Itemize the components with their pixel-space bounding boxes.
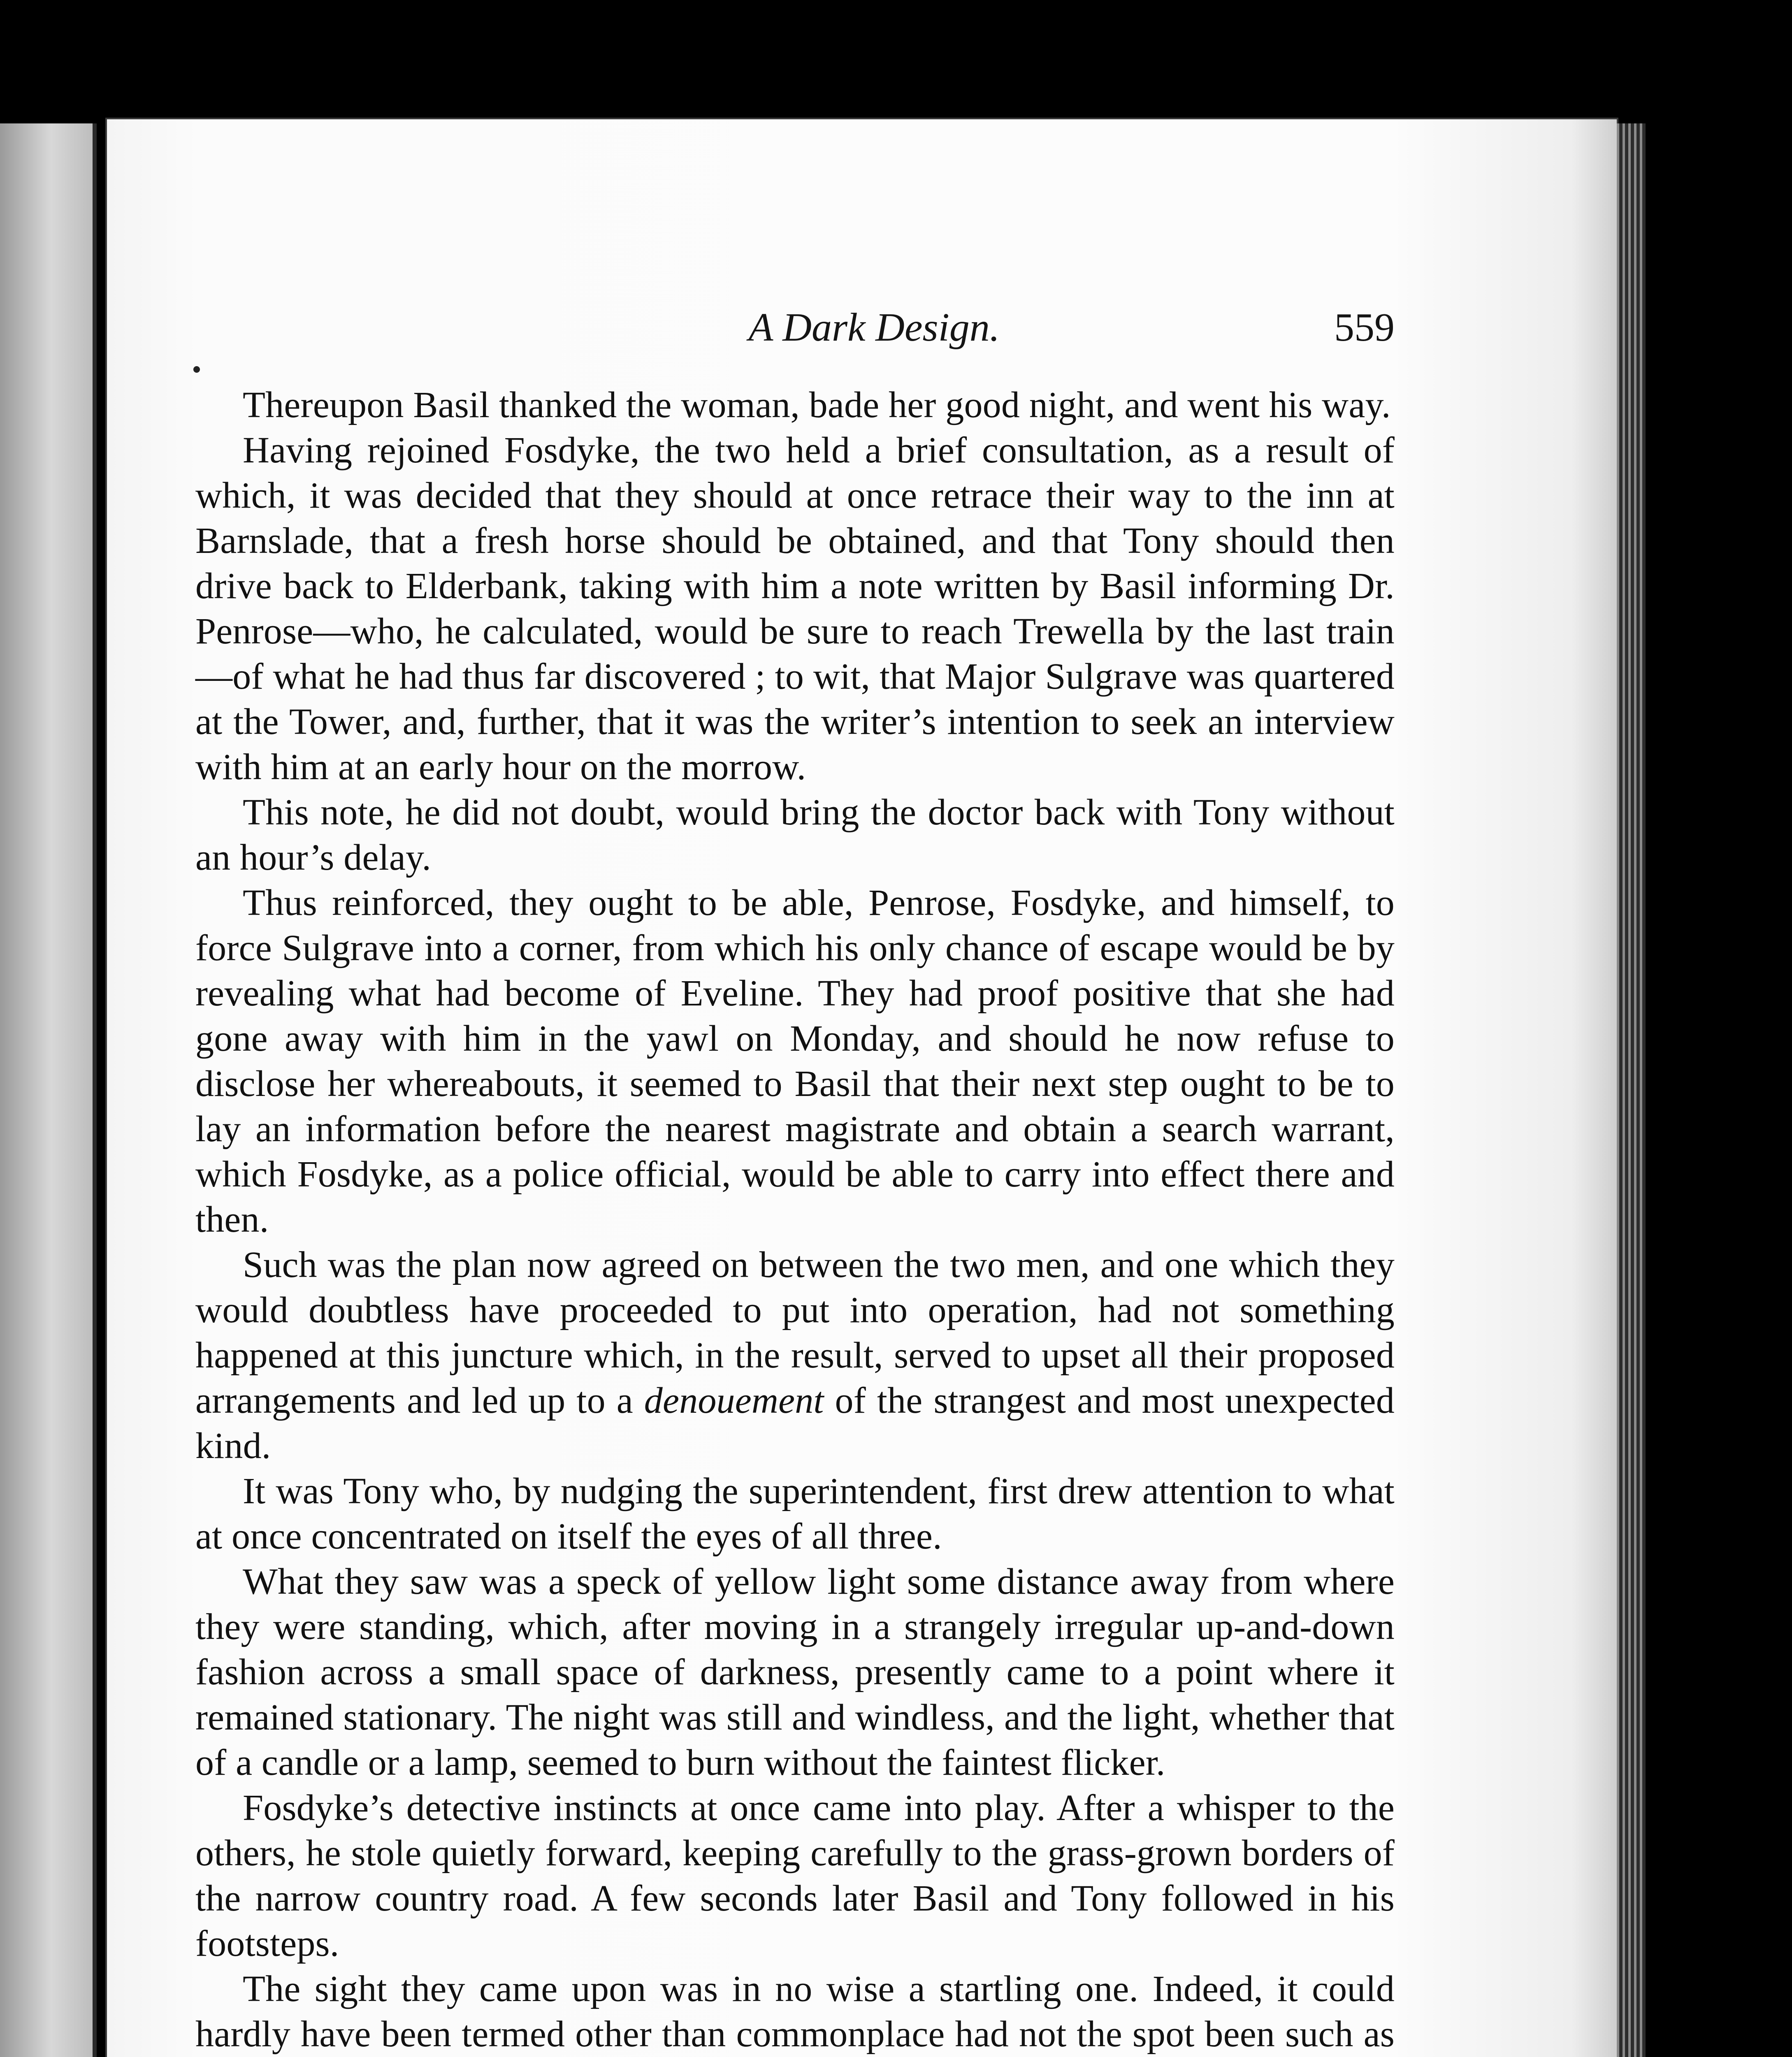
paragraph-text: Such was the plan now agreed on between the two men, and one which they would doubtless have proceeded to put into operation, had not something happened at this juncture which, in the result, served to upset all their proposed arrangements and led up to a (195, 1244, 1395, 1421)
facing-page-edge (0, 123, 97, 2057)
paragraph: It was Tony who, by nudging the superintendent, first drew attention to what at once concentrated on itself the eyes of all three. (195, 1471, 1395, 1557)
page-edges (1617, 123, 1646, 2057)
paragraph: What they saw was a speck of yellow light some distance away from where they were standing, which, after moving in a strangely irregular up-and-down fashion across a small space of darkness, presently came to a point where it remained stationary. The night was still and windless, and the light, whether that of a candle or a lamp, seemed to burn without the faintest flicker. (195, 1561, 1395, 1783)
paragraph-text: of the strangest and most unexpected kind. (195, 1380, 1395, 1466)
paragraph: Thus reinforced, they ought to be able, Penrose, Fosdyke, and himself, to force Sulgrave into a corner, from which his only chance of escape would be by revealing what had become of Eveline. They had proof positive that she had gone away with him in the yawl on Monday, and should he now refuse to disclose her whereabouts, it seemed to Basil that their next step ought to be to lay an information before the nearest magistrate and obtain a search warrant, which Fosdyke, as a police official, would be able to carry into effect there and then. (195, 882, 1395, 1240)
body-text (195, 383, 1395, 2057)
paragraph (195, 1242, 1395, 1469)
running-title: A Dark Design. (748, 305, 1000, 350)
paragraph: This note, he did not doubt, would bring the doctor back with Tony without an hour’s delay. (195, 792, 1395, 878)
page-header (195, 304, 1395, 362)
page-number: 559 (1334, 305, 1395, 350)
paragraph: Fosdyke’s detective instincts at once came into play. After a whisper to the others, he stole quietly forward, keeping carefully to the grass-grown borders of the narrow country road. A few seconds later Basil and Tony followed in his footsteps. (195, 1788, 1395, 1964)
ink-speck (193, 366, 200, 373)
paragraph: The sight they came upon was in no wise a startling one. Indeed, it could hardly have been termed other than commonplace had not the spot been such as (195, 1969, 1395, 2055)
paragraph: Having rejoined Fosdyke, the two held a brief consultation, as a result of which, it was decided that they should at once retrace their way to the inn at Barnslade, that a fresh horse should be obtained, and that Tony should then drive back to Elderbank, taking with him a note written by Basil informing Dr. Penrose—who, he calculated, would be sure to reach Trewella by the last train—of what he had thus far discovered ; to wit, that Major Sulgrave was quartered at the Tower, and, further, that it was the writer’s intention to seek an interview with him at an early hour on the morrow. (195, 430, 1395, 787)
italic-word: denouement (644, 1380, 824, 1421)
paragraph: Thereupon Basil thanked the woman, bade her good night, and went his way. (243, 385, 1391, 425)
